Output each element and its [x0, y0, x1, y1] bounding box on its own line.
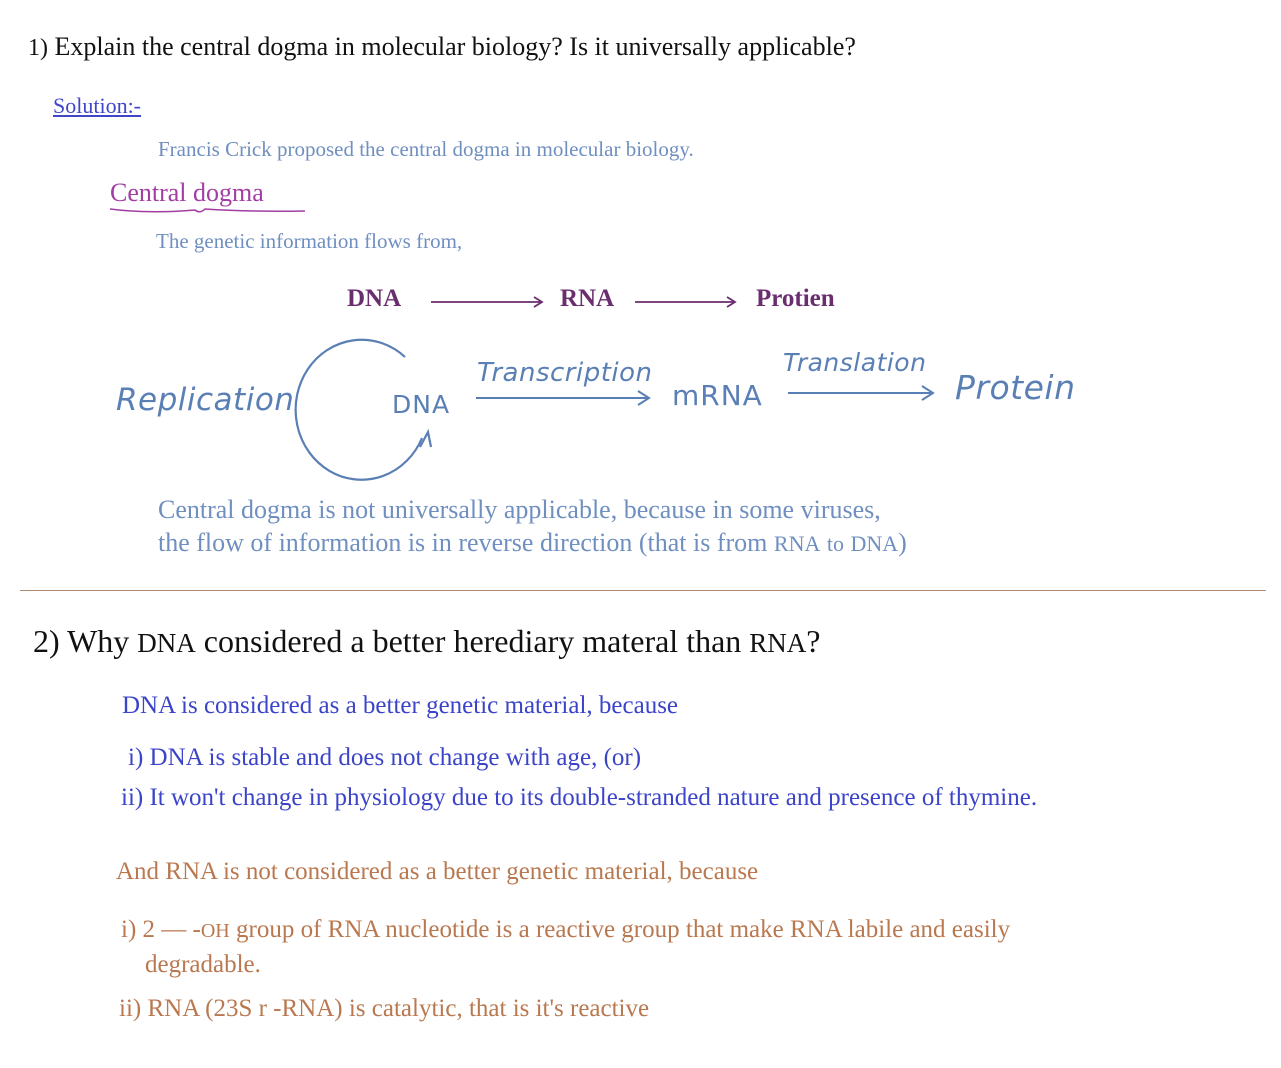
question-1-number: 1) [28, 35, 48, 61]
mrna-label: mRNA [672, 379, 763, 412]
transcription-label: Transcription [477, 358, 653, 388]
rna-point-i [121, 913, 1241, 981]
solution-label: Solution:- [53, 93, 142, 118]
conclusion-close: ) [898, 528, 907, 557]
question-2-text-a: Why [67, 623, 130, 659]
protein-label: Protein [955, 368, 1076, 407]
rna-point-ii: ii) RNA (23S r -RNA) is catalytic, that is it's reactive [119, 995, 650, 1022]
conclusion-rna: RNA [773, 531, 821, 556]
diagram-dna-label: DNA [392, 390, 451, 419]
dna-intro: DNA is considered as a better genetic material, because [122, 692, 679, 719]
flow-dna: DNA [347, 285, 402, 312]
question-2-dna: DNA [137, 628, 196, 658]
dna-point-ii: ii) It won't change in physiology due to its double-stranded nature and presence of thymine. [121, 784, 1038, 811]
conclusion-paragraph [158, 493, 1058, 560]
crick-statement: Francis Crick proposed the central dogma in molecular biology. [158, 137, 694, 161]
rna-point-i-prefix: i) 2 — - [121, 916, 201, 943]
rna-point-i-text: group of RNA nucleotide is a reactive group that make RNA labile and easily [236, 916, 1011, 943]
conclusion-to: to [826, 531, 844, 556]
flow-arrows [431, 297, 735, 307]
question-1-text: Explain the central dogma in molecular biology? Is it universally applicable? [54, 32, 856, 61]
question-2-mark: ? [806, 623, 821, 659]
question-2-text-b: considered a better herediary materal than [203, 623, 742, 659]
rna-intro: And RNA is not considered as a better genetic material, because [116, 858, 759, 885]
question-2-title [33, 623, 821, 660]
replication-cycle-arrow [296, 340, 422, 480]
flow-protein: Protien [756, 285, 835, 312]
rna-point-i-line-1 [121, 913, 1241, 948]
conclusion-dna: DNA [850, 531, 899, 556]
rna-point-i-line-2: degradable. [145, 951, 261, 978]
question-2-number: 2) [33, 623, 60, 659]
conclusion-line-2-text: the flow of information is in reverse direction (that is from [158, 528, 768, 557]
question-2-rna: RNA [749, 628, 807, 658]
central-dogma-underline [110, 209, 305, 212]
conclusion-line-1: Central dogma is not universally applicable, because in some viruses, [158, 495, 881, 524]
flow-rna: RNA [560, 285, 615, 312]
dna-point-i: i) DNA is stable and does not change with age, (or) [128, 744, 642, 771]
rna-point-i-oh: OH [200, 920, 230, 942]
conclusion-line-2 [158, 526, 1058, 560]
translation-label: Translation [783, 348, 927, 377]
flows-statement: The genetic information flows from, [156, 229, 463, 253]
replication-label: Replication [116, 382, 295, 418]
central-dogma-heading: Central dogma [110, 178, 264, 207]
section-divider [20, 590, 1266, 591]
